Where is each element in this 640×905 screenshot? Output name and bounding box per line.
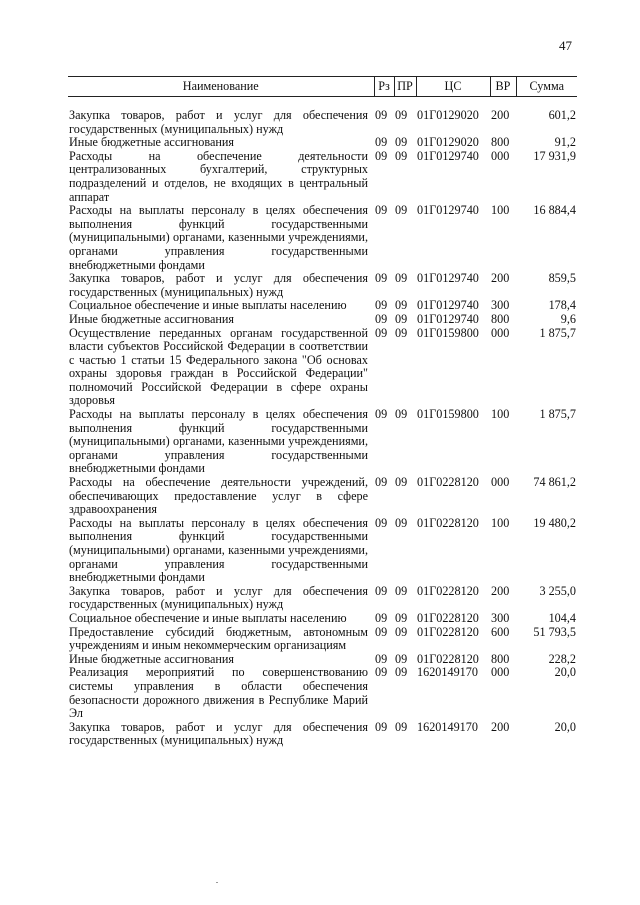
- cell-pr: 09: [395, 719, 408, 734]
- cell-sum: 601,2: [548, 108, 576, 122]
- table-row: [68, 408, 577, 476]
- cell-sum: 1 875,7: [539, 325, 576, 340]
- cell-name: Закупка товаров, работ и услуг для обеспечения государственных (муниципальных) нужд: [69, 271, 368, 299]
- cell-rz: 09: [375, 719, 388, 734]
- cell-pr: 09: [395, 108, 408, 122]
- table-row: [68, 653, 577, 667]
- table-body: [68, 97, 577, 748]
- header-vr: ВР: [490, 77, 516, 97]
- cell-rz: 09: [375, 203, 388, 218]
- cell-name: Расходы на выплаты персоналу в целях обеспечения выполнения функций государственными (муниципальными) органами, казенными учреждениями, органами управления государственными внебюджетными фондами: [69, 515, 368, 585]
- cell-sum: 20,0: [554, 719, 576, 734]
- cell-vr: 800: [491, 135, 510, 150]
- cell-cs: 01Г0228120: [417, 583, 479, 598]
- header-name: Наименование: [68, 77, 374, 97]
- cell-pr: 09: [395, 475, 408, 490]
- cell-cs: 01Г0228120: [417, 651, 479, 666]
- cell-cs: 1620149170: [417, 719, 478, 734]
- cell-name: Иные бюджетные ассигнования: [69, 135, 235, 150]
- table-header: [68, 77, 577, 97]
- cell-sum: 91,2: [554, 135, 576, 150]
- cell-vr: 200: [491, 271, 510, 286]
- cell-name: Расходы на обеспечение деятельности учреждений, обеспечивающих предоставление услуг в сфере здравоохранения: [69, 475, 368, 517]
- cell-name: Реализация мероприятий по совершенствованию системы управления в области обеспечения безопасности дорожного движения в Республике Марий Эл: [69, 665, 368, 721]
- cell-pr: 09: [395, 651, 408, 666]
- cell-rz: 09: [375, 610, 388, 625]
- cell-cs: 01Г0228120: [417, 624, 479, 639]
- cell-cs: 01Г0129740: [417, 203, 479, 218]
- cell-pr: 09: [395, 148, 408, 163]
- cell-rz: 09: [375, 148, 388, 163]
- table-row: [68, 313, 577, 327]
- cell-pr: 09: [395, 271, 408, 286]
- cell-rz: 09: [375, 624, 388, 639]
- cell-vr: 800: [491, 311, 510, 326]
- cell-name: Социальное обеспечение и иные выплаты населению: [69, 298, 347, 313]
- cell-pr: 09: [395, 325, 408, 340]
- table-row: [68, 109, 577, 136]
- table-row: [68, 721, 577, 748]
- cell-cs: 01Г0228120: [417, 515, 479, 530]
- cell-name: Расходы на выплаты персоналу в целях обеспечения выполнения функций государственными (муниципальными) органами, казенными учреждениями, органами управления государственными внебюджетными фондами: [69, 407, 368, 476]
- table-row: [68, 517, 577, 585]
- cell-cs: 01Г0129020: [417, 108, 479, 122]
- table-row: [68, 626, 577, 653]
- cell-rz: 09: [375, 583, 388, 598]
- table-row: [68, 204, 577, 272]
- cell-vr: 100: [491, 203, 510, 218]
- table-row: [68, 612, 577, 626]
- cell-sum: 228,2: [548, 651, 576, 666]
- header-rz: Рз: [374, 77, 394, 97]
- page-number: 47: [559, 38, 572, 53]
- table-row: [68, 666, 577, 720]
- table-row: [68, 476, 577, 517]
- cell-vr: 600: [491, 624, 510, 639]
- table-row: [68, 299, 577, 313]
- cell-sum: 859,5: [548, 271, 576, 286]
- cell-vr: 000: [491, 475, 510, 490]
- cell-sum: 178,4: [548, 298, 576, 313]
- cell-vr: 200: [491, 719, 510, 734]
- cell-name: Закупка товаров, работ и услуг для обеспечения государственных (муниципальных) нужд: [69, 719, 368, 748]
- cell-sum: 104,4: [548, 610, 576, 625]
- cell-rz: 09: [375, 108, 388, 122]
- cell-rz: 09: [375, 475, 388, 490]
- cell-vr: 300: [491, 610, 510, 625]
- cell-vr: 100: [491, 407, 510, 422]
- header-cs: ЦС: [416, 77, 490, 97]
- cell-vr: 200: [491, 583, 510, 598]
- cell-sum: 17 931,9: [533, 148, 576, 163]
- cell-name: Закупка товаров, работ и услуг для обеспечения государственных (муниципальных) нужд: [69, 108, 368, 136]
- cell-cs: 01Г0129740: [417, 298, 479, 313]
- cell-name: Закупка товаров, работ и услуг для обеспечения государственных (муниципальных) нужд: [69, 583, 368, 612]
- cell-rz: 09: [375, 271, 388, 286]
- cell-cs: 1620149170: [417, 665, 478, 680]
- cell-cs: 01Г0228120: [417, 610, 479, 625]
- cell-sum: 19 480,2: [533, 515, 576, 530]
- cell-pr: 09: [395, 298, 408, 313]
- cell-vr: 000: [491, 665, 510, 680]
- cell-sum: 16 884,4: [533, 203, 576, 218]
- cell-cs: 01Г0129740: [417, 271, 479, 286]
- cell-rz: 09: [375, 407, 388, 422]
- cell-sum: 74 861,2: [533, 475, 576, 490]
- table-row: [68, 585, 577, 612]
- cell-vr: 200: [491, 108, 510, 122]
- cell-pr: 09: [395, 515, 408, 530]
- cell-cs: 01Г0228120: [417, 475, 479, 490]
- cell-cs: 01Г0129020: [417, 135, 479, 150]
- cell-rz: 09: [375, 515, 388, 530]
- cell-vr: 000: [491, 148, 510, 163]
- cell-pr: 09: [395, 665, 408, 680]
- cell-cs: 01Г0129740: [417, 148, 479, 163]
- scan-mark: [216, 882, 218, 883]
- cell-cs: 01Г0159800: [417, 407, 479, 422]
- cell-pr: 09: [395, 135, 408, 150]
- cell-sum: 3 255,0: [539, 583, 576, 598]
- cell-name: Иные бюджетные ассигнования: [69, 311, 235, 326]
- cell-pr: 09: [395, 610, 408, 625]
- cell-rz: 09: [375, 135, 388, 150]
- cell-name: Расходы на выплаты персоналу в целях обеспечения выполнения функций государственными (муниципальными) органами, казенными учреждениями, органами управления государственными внебюджетными фондами: [69, 203, 368, 272]
- cell-pr: 09: [395, 407, 408, 422]
- cell-pr: 09: [395, 311, 408, 326]
- cell-vr: 100: [491, 515, 510, 530]
- header-sum: Сумма: [516, 77, 577, 97]
- header-pr: ПР: [394, 77, 416, 97]
- table-row: [68, 150, 577, 204]
- cell-name: Иные бюджетные ассигнования: [69, 651, 235, 666]
- table-row: [68, 136, 577, 150]
- cell-name: Социальное обеспечение и иные выплаты населению: [69, 610, 347, 625]
- cell-rz: 09: [375, 665, 388, 680]
- cell-sum: 1 875,7: [539, 407, 576, 422]
- cell-sum: 51 793,5: [533, 624, 576, 639]
- cell-cs: 01Г0159800: [417, 325, 479, 340]
- table-row: [68, 327, 577, 409]
- budget-table: [68, 76, 577, 748]
- cell-vr: 000: [491, 325, 510, 340]
- cell-rz: 09: [375, 651, 388, 666]
- cell-rz: 09: [375, 311, 388, 326]
- cell-name: Осуществление переданных органам государственной власти субъектов Российской Федерации в соответствии с частью 1 статьи 15 Федерального закона "Об основах охраны здоровья граждан в Российской Федерации" полномочий Российской Федерации в сфере охраны здоровья: [69, 325, 368, 408]
- cell-sum: 9,6: [560, 311, 576, 326]
- cell-vr: 300: [491, 298, 510, 313]
- cell-vr: 800: [491, 651, 510, 666]
- cell-name: Расходы на обеспечение деятельности централизованных бухгалтерий, структурных подразделений и отделов, не входящих в центральный аппарат: [69, 148, 368, 204]
- cell-sum: 20,0: [554, 665, 576, 680]
- table-row: [68, 272, 577, 299]
- cell-rz: 09: [375, 325, 388, 340]
- cell-pr: 09: [395, 624, 408, 639]
- cell-name: Предоставление субсидий бюджетным, автономным учреждениям и иным некоммерческим организациям: [69, 624, 368, 653]
- cell-rz: 09: [375, 298, 388, 313]
- cell-cs: 01Г0129740: [417, 311, 479, 326]
- cell-pr: 09: [395, 203, 408, 218]
- cell-pr: 09: [395, 583, 408, 598]
